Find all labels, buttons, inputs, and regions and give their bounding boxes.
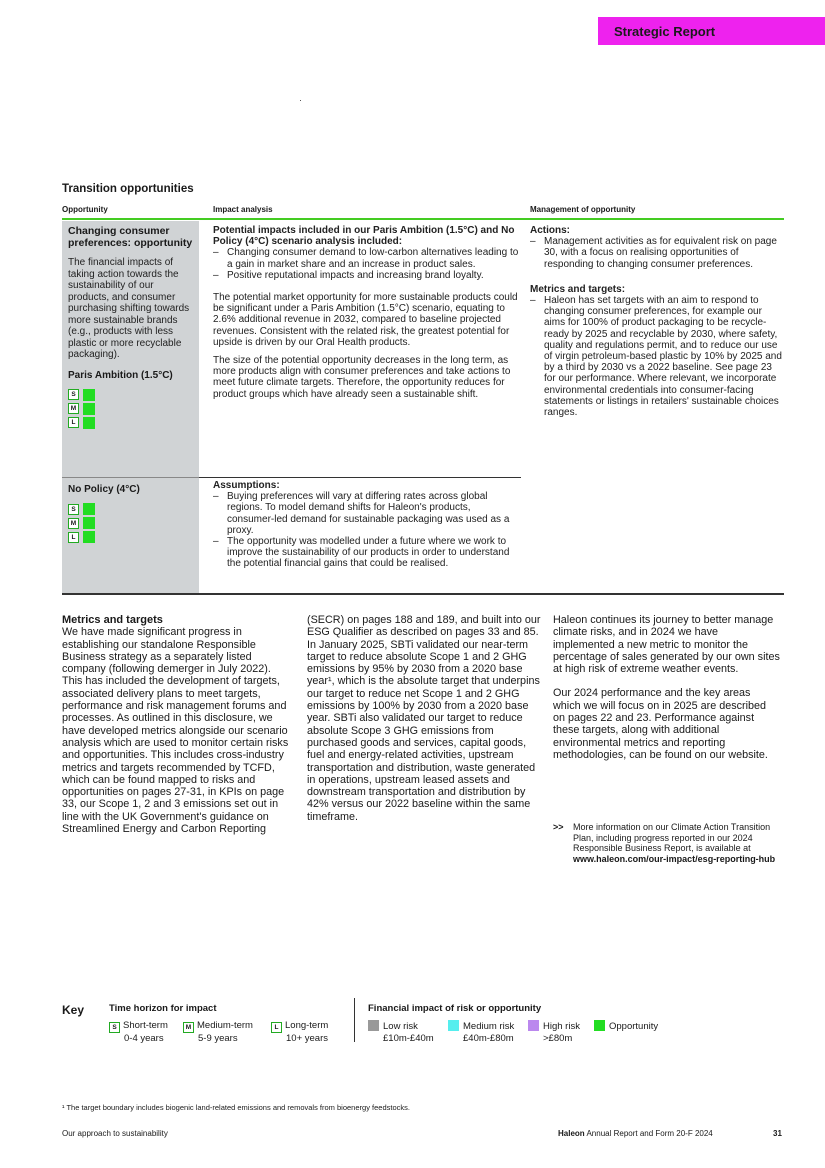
opportunity-swatch bbox=[83, 503, 95, 515]
table-title: Transition opportunities bbox=[62, 183, 194, 195]
metrics-heading: Metrics and targets: bbox=[530, 283, 626, 295]
more-info-arrows: >> bbox=[553, 822, 564, 832]
long-term-badge: L bbox=[68, 417, 79, 428]
key-divider bbox=[354, 998, 355, 1042]
col-header-impact: Impact analysis bbox=[213, 205, 273, 214]
page-number: 31 bbox=[773, 1129, 782, 1138]
key-opportunity: Opportunity bbox=[594, 1020, 658, 1033]
table-header-rule bbox=[62, 218, 784, 220]
impact-analysis bbox=[213, 225, 521, 400]
body-column-1-text: We have made significant progress in establishing our standalone Responsible Business strategy as a separately listed company (following demerger in July 2022). This has included the development of targets, associated delivery plans to meet targets, performance and risk management forums and processes. As outlined in this disclosure, we have developed metrics alongside our scenario analysis which are used to monitor certain risks and opportunities. This includes cross-industry metrics and targets recommended by TCFD, which can be found mapped to risks and opportunities on pages 27-31, in KPIs on page 33, our Scope 1, 2 and 3 emissions set out in line with the UK Government's guidance on Streamlined Energy and Carbon Reporting bbox=[62, 626, 289, 836]
col-header-opportunity: Opportunity bbox=[62, 205, 108, 214]
scenario-paris-horizons bbox=[68, 388, 193, 430]
metric-item: – Haleon has set targets with an aim to respond to changing consumer preferences, for example our aims for 100% of product packaging to be recycle-ready by 2025 and recyclable by 2030, where safety, quality and regulations permit, and to reduce our use of virgin petroleum-based plastic by 10% by 2025 and by a third by 2030 vs a 2022 baseline. See page 23 for our performance. Where relevant, we incorporate environmental credentials into consumer-facing statements or listings in retailers' sustainable choices ranges. bbox=[530, 295, 782, 419]
impact-bullet: – Positive reputational impacts and increasing brand loyalty. bbox=[213, 269, 484, 281]
financial-impact-heading: Financial impact of risk or opportunity bbox=[368, 1003, 542, 1014]
body-column-3-para-1: Haleon continues its journey to better manage climate risks, and in 2024 we have implemented a new metric to monitor the percentage of sales generated by our own sites at high risk of extreme weather events. bbox=[553, 614, 780, 676]
assumptions-heading: Assumptions: bbox=[213, 480, 280, 491]
footnote: ¹ The target boundary includes biogenic land-related emissions and removals from bioenergy feedstocks. bbox=[62, 1103, 410, 1112]
opportunity-swatch bbox=[83, 517, 95, 529]
section-tag: Strategic Report bbox=[598, 17, 825, 45]
opportunity-description: The financial impacts of taking action towards the sustainability of our products, and consumer purchasing shifting towards more sustainable brands (e.g., products with less plastic or more recyclable packaging). bbox=[68, 257, 190, 360]
opportunity-cell bbox=[62, 221, 199, 477]
more-info-text: More information on our Climate Action Transition Plan, including progress reported in our 2024 Responsible Business Report, is available at bbox=[573, 822, 771, 853]
assumption-item: – The opportunity was modelled under a future where we work to improve the sustainability of our products in order to understand the potential financial gains that could be realised. bbox=[213, 536, 510, 570]
scenario-nopolicy-horizons bbox=[68, 502, 193, 544]
impact-heading: Potential impacts included in our Paris Ambition (1.5°C) and No Policy (4°C) scenario analysis included: bbox=[213, 225, 515, 248]
long-term-badge: L bbox=[68, 532, 79, 543]
key-high-risk: High risk >£80m bbox=[528, 1020, 580, 1045]
footer-report bbox=[558, 1129, 713, 1138]
opportunity-swatch bbox=[83, 417, 95, 429]
short-term-badge: S bbox=[68, 504, 79, 515]
medium-term-badge: M bbox=[68, 403, 79, 414]
assumption-item: – Buying preferences will vary at differing rates across global regions. To model demand shifts for Haleon's products, consumer-led demand for sustainable packaging was used as a proxy. bbox=[213, 491, 510, 536]
key-label: Key bbox=[62, 1003, 85, 1017]
medium-term-badge: M bbox=[183, 1022, 194, 1033]
short-term-badge: S bbox=[68, 389, 79, 400]
body-column-3-para-2: Our 2024 performance and the key areas which we will focus on in 2025 are described on pages 22 and 23. Performance against these targets, along with additional environmental metrics and reporting methodologies, can be found on our website. bbox=[553, 687, 768, 761]
high-risk-swatch bbox=[528, 1020, 539, 1031]
medium-risk-swatch bbox=[448, 1020, 459, 1031]
scenario-nopolicy-name: No Policy (4°C) bbox=[68, 484, 140, 495]
horizon-row-short bbox=[68, 502, 193, 516]
table-bottom-rule bbox=[62, 593, 784, 595]
opportunity-swatch bbox=[83, 531, 95, 543]
body-column-2: (SECR) on pages 188 and 189, and built into our ESG Qualifier as described on pages 33 and 85. In January 2025, SBTi validated our near-term target to reduce absolute Scope 1 and 2 GHG emissions by 95% by 2030 from a 2020 base year¹, which is the absolute target that underpins our target to reduce net Scope 1 and 2 GHG emissions by 100% by 2030 from a 2020 base year. SBTi also validated our target to reduce absolute Scope 3 GHG emissions from purchased goods and services, capital goods, fuel and energy-related activities, upstream transportation and distribution, waste generated in operations, upstream leased assets and downstream transportation and distribution by 42% versus our 2022 baseline within the same timeframe. bbox=[307, 614, 541, 823]
impact-bullet: – Changing consumer demand to low-carbon alternatives leading to a gain in market share and an increase in product sales. bbox=[213, 247, 519, 270]
actions-heading: Actions: bbox=[530, 225, 570, 236]
action-item: – Management activities as for equivalent risk on page 30, with a focus on realising opportunities of responding to changing consumer preferences. bbox=[530, 236, 777, 270]
long-term-badge: L bbox=[271, 1022, 282, 1033]
horizon-row-medium bbox=[68, 516, 193, 530]
horizon-row-medium bbox=[68, 402, 193, 416]
opportunity-swatch bbox=[83, 389, 95, 401]
impact-paragraph-1: The potential market opportunity for more sustainable products could be significant under a Paris Ambition (1.5°C) scenario, equating to 2.6% additional revenue in 2032, compared to baseline projected revenues. Consistent with the related risk, the greatest potential for upside is driven by our Oral Health products. bbox=[213, 292, 518, 348]
time-horizon-heading: Time horizon for impact bbox=[109, 1003, 217, 1014]
horizon-row-long bbox=[68, 530, 193, 544]
brand-name: Haleon bbox=[558, 1129, 585, 1138]
key-medium-risk: Medium risk £40m-£80m bbox=[448, 1020, 514, 1045]
report-name: Annual Report and Form 20-F 2024 bbox=[586, 1129, 713, 1138]
footer-section: Our approach to sustainability bbox=[62, 1129, 168, 1138]
impact-paragraph-2: The size of the potential opportunity decreases in the long term, as more products align with consumer preferences and take actions to meet future climate targets. Therefore, the opportunity reduces for product groups which have already seen a sustainable shift. bbox=[213, 355, 511, 400]
key-long-term: L Long-term 10+ years bbox=[271, 1020, 328, 1045]
body-column-1 bbox=[62, 614, 290, 835]
esg-reporting-hub-link[interactable]: www.haleon.com/our-impact/esg-reporting-hub bbox=[573, 853, 776, 864]
impact-divider bbox=[199, 477, 521, 478]
short-term-badge: S bbox=[109, 1022, 120, 1033]
body-column-3 bbox=[553, 614, 781, 761]
management-of-opportunity bbox=[530, 225, 784, 418]
opportunity-swatch bbox=[83, 403, 95, 415]
more-info-callout bbox=[553, 822, 793, 864]
no-policy-cell bbox=[62, 478, 199, 593]
medium-term-badge: M bbox=[68, 518, 79, 529]
assumptions bbox=[213, 480, 513, 570]
metrics-targets-heading: Metrics and targets bbox=[62, 614, 163, 626]
opportunity-swatch bbox=[594, 1020, 605, 1031]
opportunity-title: Changing consumer preferences: opportunity bbox=[68, 225, 193, 249]
horizon-row-short bbox=[68, 388, 193, 402]
stray-dot bbox=[300, 100, 301, 101]
horizon-row-long bbox=[68, 416, 193, 430]
scenario-paris-name: Paris Ambition (1.5°C) bbox=[68, 369, 173, 381]
key-medium-term: M Medium-term 5-9 years bbox=[183, 1020, 253, 1045]
key-short-term: S Short-term 0-4 years bbox=[109, 1020, 168, 1045]
col-header-management: Management of opportunity bbox=[530, 205, 636, 214]
key-low-risk: Low risk £10m-£40m bbox=[368, 1020, 434, 1045]
low-risk-swatch bbox=[368, 1020, 379, 1031]
